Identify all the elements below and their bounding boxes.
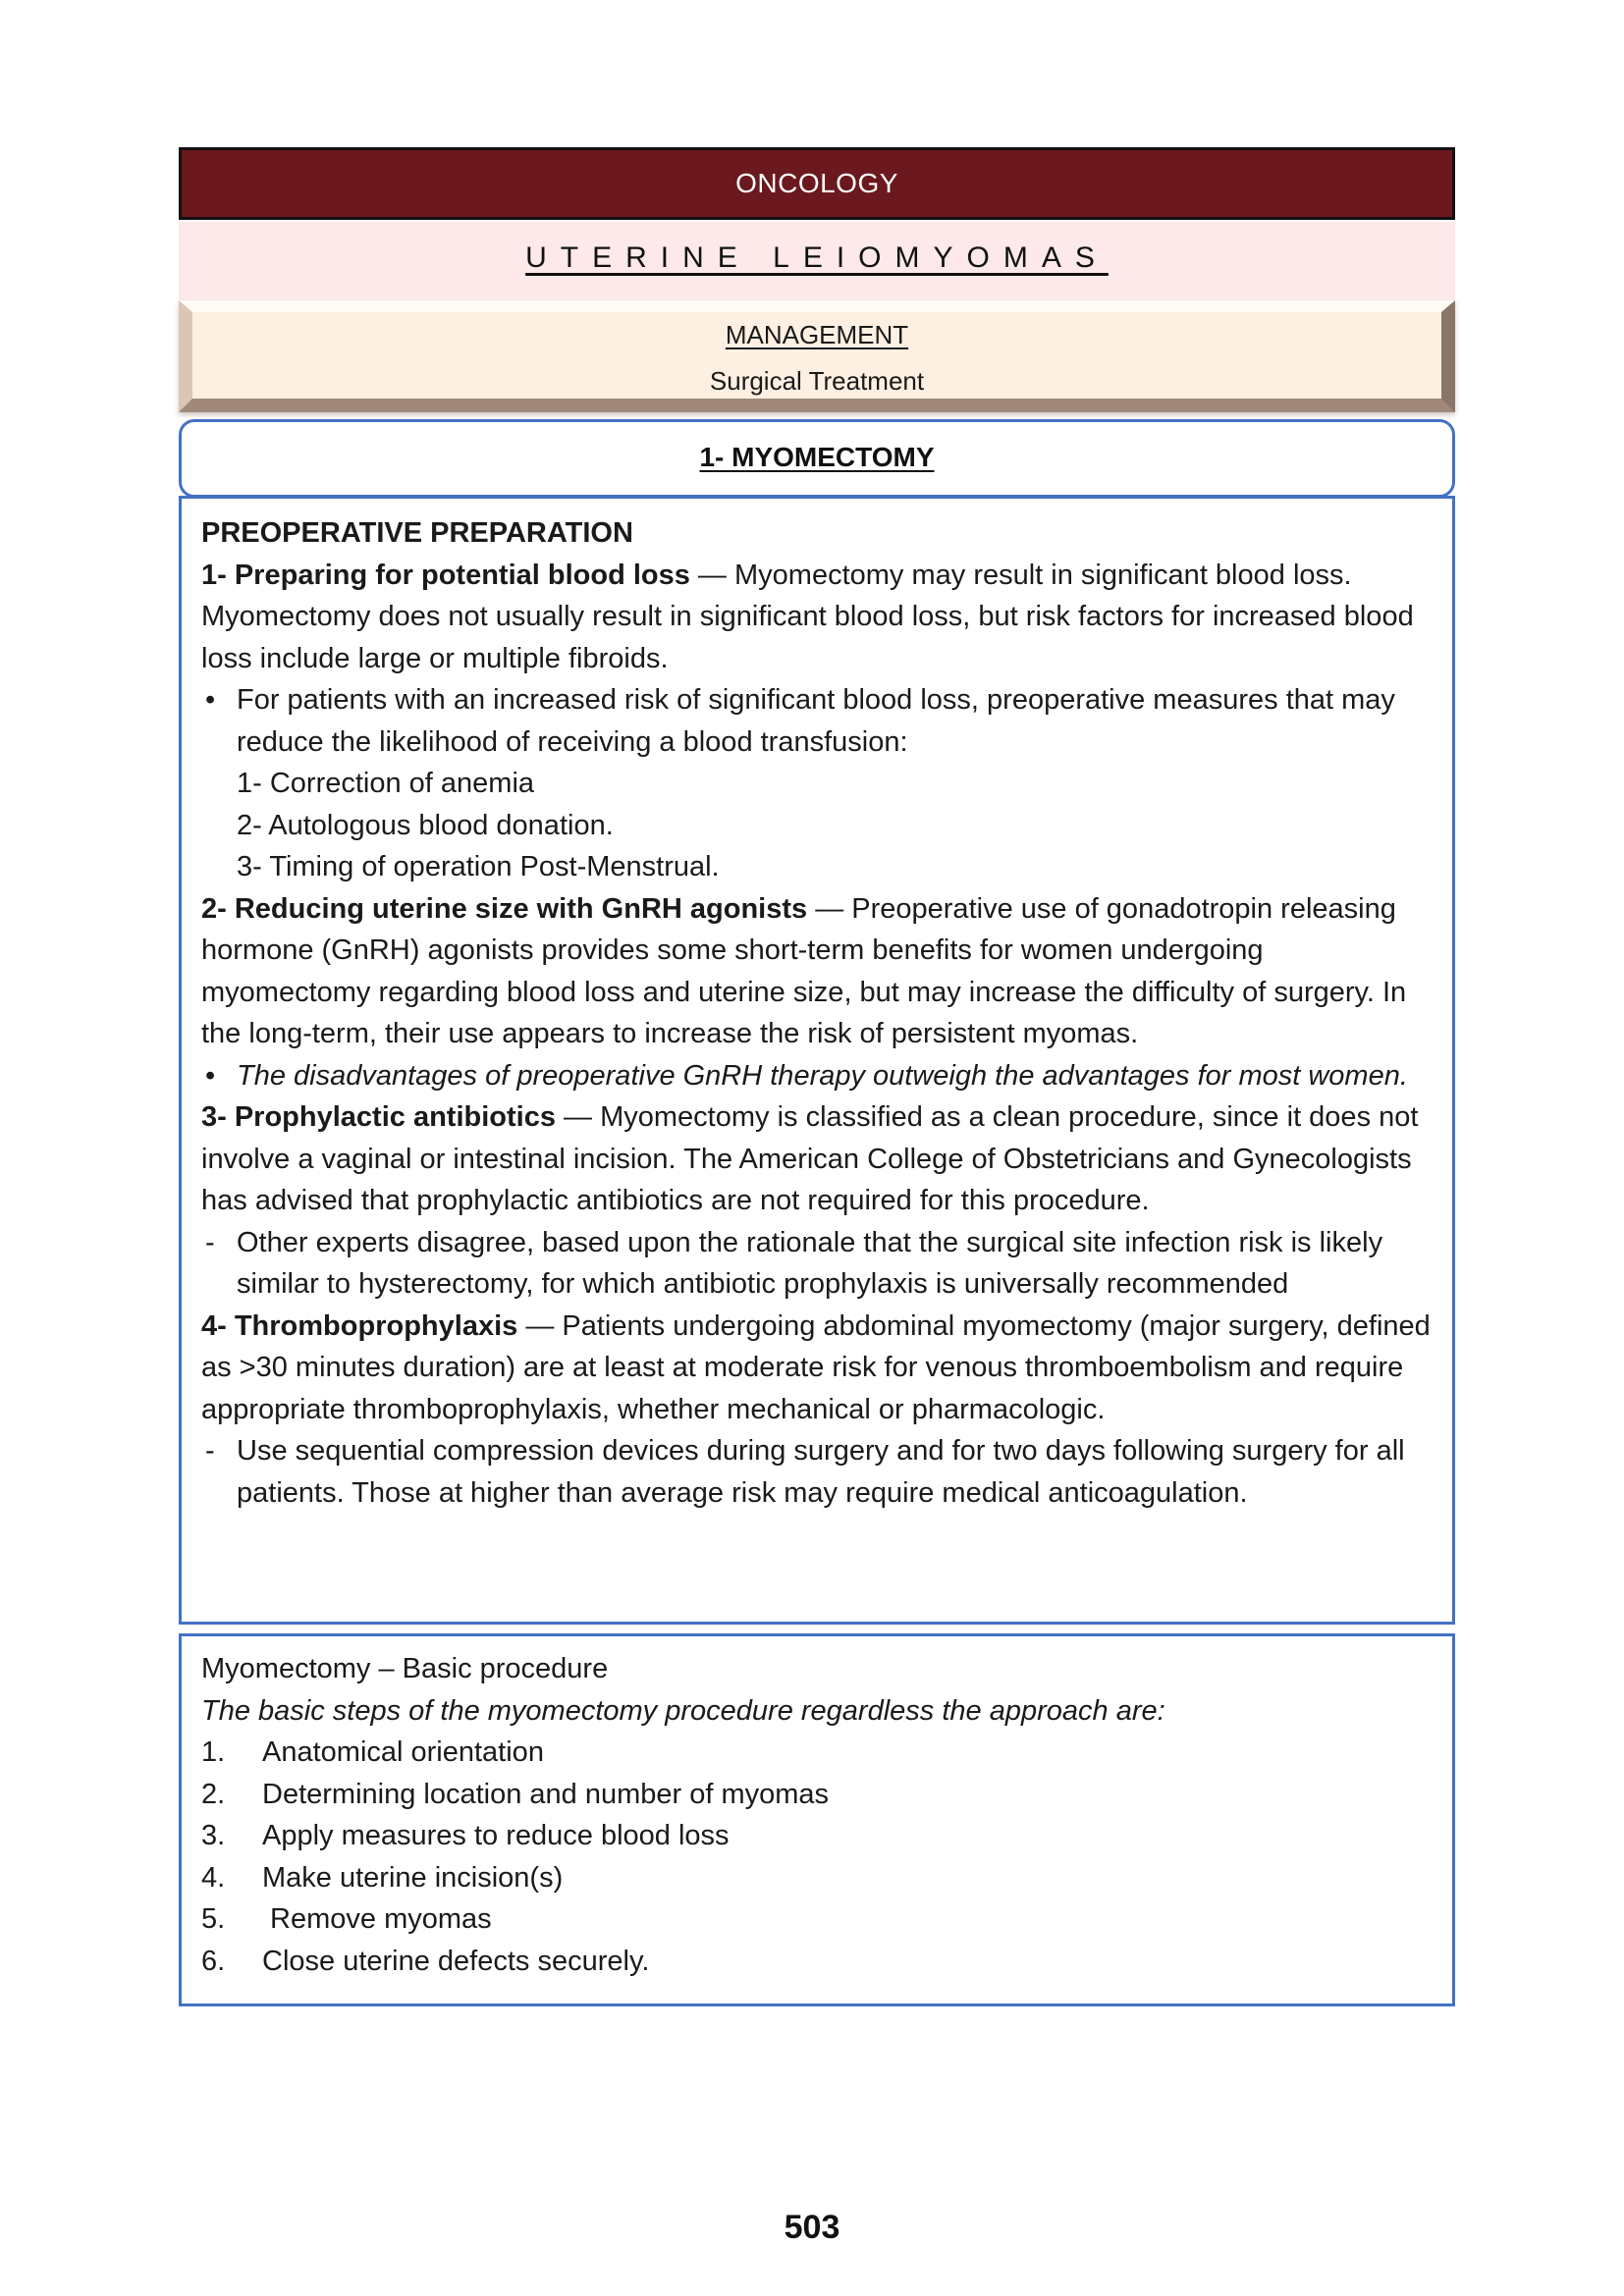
preop-item-2 (201, 888, 1435, 1055)
step-number: 5. (201, 1903, 226, 1935)
step-text: Remove myomas (262, 1903, 492, 1935)
section-label: MANAGEMENT (725, 320, 909, 349)
step-number: 1. (201, 1736, 226, 1768)
procedure-step (201, 1815, 1435, 1857)
preop-item-label: 2- Reducing uterine size with GnRH agonists (201, 892, 808, 925)
preop-item-1 (201, 555, 1435, 680)
subsection-label: Surgical Treatment (709, 366, 925, 396)
bullet-icon: • (205, 1059, 216, 1092)
preop-item-text: Preoperative use of gonadotropin releasing hormone (GnRH) agonists provides some short-term benefits for women undergoing myomectomy regarding blood loss and uterine size, but may increase the difficulty of surgery. In the long-term, their use appears to increase the risk of persistent myomas. (201, 892, 1407, 1049)
step-text: Determining location and number of myomas (262, 1778, 830, 1810)
preop-item-bullet (201, 1055, 1435, 1097)
dash-separator: — (517, 1309, 563, 1342)
preop-item-label: 3- Prophylactic antibiotics (201, 1101, 556, 1133)
dash-bullet-icon: - (205, 1226, 215, 1258)
dash-bullet-icon: - (205, 1435, 215, 1467)
preop-item-text: Patients undergoing abdominal myomectomy (major surgery, defined as >30 minutes duration) are at least at moderate risk for venous thromboembolism and require appropriate thromboprophylaxis, whether mechanical or pharmacologic. (201, 1309, 1431, 1425)
category-label: ONCOLOGY (735, 168, 898, 198)
step-number: 4. (201, 1861, 226, 1894)
chapter-title-band (179, 222, 1455, 300)
procedure-step (201, 1857, 1435, 1899)
section-heading: 1- MYOMECTOMY (699, 442, 935, 472)
step-text: Close uterine defects securely. (262, 1945, 650, 1977)
preop-item-3 (201, 1096, 1435, 1222)
preop-item-text: Myomectomy is classified as a clean procedure, since it does not involve a vaginal or intestinal incision. The American College of Obstetricians and Gynecologists has advised that prophylactic antibiotics are not required for this procedure. (201, 1101, 1419, 1216)
step-text: Apply measures to reduce blood loss (262, 1820, 730, 1851)
step-number: 6. (201, 1945, 226, 1977)
bullet-icon: • (205, 684, 216, 716)
step-number: 3. (201, 1820, 226, 1851)
preop-subitem: 3- Timing of operation Post-Menstrual. (237, 851, 720, 882)
procedure-step (201, 1898, 1435, 1941)
procedure-step (201, 1941, 1435, 1983)
dash-separator: — (555, 1101, 601, 1133)
preop-item-bullet (201, 1222, 1435, 1306)
procedure-intro: The basic steps of the myomectomy procedure regardless the approach are: (201, 1694, 1165, 1727)
preop-item-4 (201, 1306, 1435, 1431)
chapter-title: UTERINE LEIOMYOMAS (525, 241, 1109, 274)
section-heading-box (179, 419, 1455, 498)
bullet-text: Other experts disagree, based upon the rationale that the surgical site infection risk is likely similar to hysterectomy, for which antibiotic prophylaxis is universally recommended (237, 1226, 1383, 1300)
preop-item-bullet (201, 1430, 1435, 1514)
bullet-text: The disadvantages of preoperative GnRH therapy outweigh the advantages for most women. (237, 1059, 1408, 1092)
preop-item-text: Myomectomy may result in significant blood loss. Myomectomy does not usually result in significant blood loss, but risk factors for increased blood loss include large or multiple fibroids. (201, 559, 1414, 674)
dash-separator: — (807, 892, 852, 925)
preoperative-preparation-box (179, 496, 1455, 1625)
preop-item-label: 1- Preparing for potential blood loss (201, 559, 690, 591)
preop-item-bullet (201, 679, 1435, 763)
preop-heading: PREOPERATIVE PREPARATION (201, 517, 633, 549)
basic-procedure-box (179, 1633, 1455, 2006)
bullet-text: For patients with an increased risk of significant blood loss, preoperative measures that may reduce the likelihood of receiving a blood transfusion: (237, 684, 1395, 758)
bullet-text: Use sequential compression devices during surgery and for two days following surgery for all patients. Those at higher than average risk may require medical anticoagulation. (237, 1435, 1405, 1509)
page-number: 503 (784, 2209, 840, 2246)
management-panel (179, 300, 1455, 412)
preop-item-label: 4- Thromboprophylaxis (201, 1309, 518, 1342)
preop-subitem: 2- Autologous blood donation. (237, 809, 614, 841)
dash-separator: — (689, 559, 734, 591)
preop-subitem: 1- Correction of anemia (237, 768, 535, 799)
procedure-step (201, 1774, 1435, 1816)
step-text: Make uterine incision(s) (262, 1861, 564, 1894)
step-text: Anatomical orientation (262, 1736, 544, 1768)
procedure-step (201, 1732, 1435, 1774)
category-banner (179, 147, 1455, 220)
procedure-title: Myomectomy – Basic procedure (201, 1653, 609, 1684)
step-number: 2. (201, 1778, 226, 1810)
